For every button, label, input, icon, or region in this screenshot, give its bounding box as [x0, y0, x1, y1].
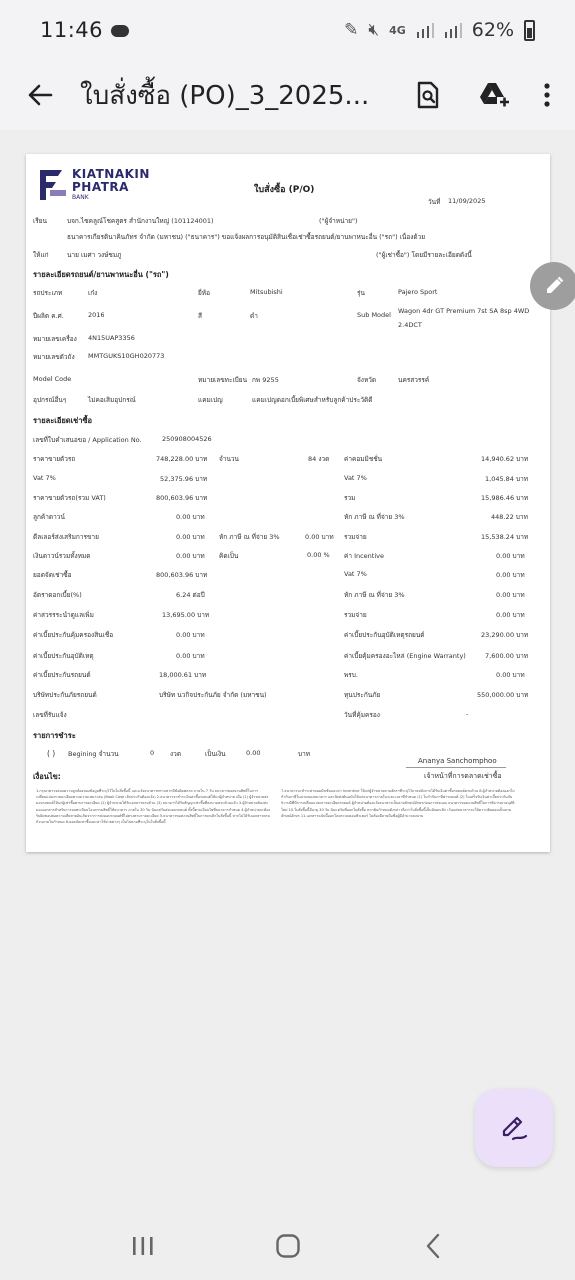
lease-right-label: หัก ภาษี ณ ที่จ่าย 3% — [344, 591, 405, 599]
app-no: 250908004526 — [162, 435, 212, 443]
app-no-label: เลขที่ใบคำเสนอขอ / Application No. — [33, 436, 142, 444]
vehicle-year: 2016 — [88, 311, 105, 319]
lease-left-label: Vat 7% — [33, 474, 56, 482]
status-time: 11:46 — [40, 18, 104, 42]
lease-left-value: 18,000.61 บาท — [159, 671, 207, 679]
lease-mid-label: คิดเป็น — [219, 552, 239, 560]
draw-pen-icon — [499, 1113, 529, 1143]
bank-logo-mark — [38, 168, 68, 202]
lease-right-value: 0.00 บาท — [496, 591, 525, 599]
lease-right-value: 1,045.84 บาท — [485, 475, 529, 483]
recent-apps-button[interactable] — [113, 1216, 173, 1276]
lease-right-value: 23,290.00 บาท — [481, 631, 529, 639]
lease-right-value: 15,538.24 บาท — [481, 533, 529, 541]
back-arrow-icon — [27, 83, 53, 107]
lease-right-value: 448.22 บาท — [491, 513, 528, 521]
lease-right-label: ทุนประกันภัย — [344, 691, 381, 699]
engine-no-label: หมายเลขเครื่อง — [33, 335, 77, 343]
lease-left-value: 800,603.96 บาท — [156, 494, 208, 502]
lease-left-label: ค่าเบี้ยประกันรถยนต์ — [33, 671, 91, 679]
model-code-label: Model Code — [33, 375, 72, 383]
lease-right-label: รวมจ่าย — [344, 611, 367, 619]
more-options-button[interactable] — [527, 60, 567, 130]
search-in-document-button[interactable] — [395, 60, 461, 130]
vehicle-model-label: รุ่น — [357, 289, 365, 297]
lease-right-value: 0.00 บาท — [496, 671, 525, 679]
status-bar — [0, 0, 575, 60]
to-label: เรียน — [33, 217, 47, 225]
to-name: บจก.ไซคลูณ์โชคสูตร สำนักงานใหญ่ (101124001) — [67, 217, 214, 225]
system-nav-bar — [0, 1212, 575, 1280]
buyer-note: ("ผู้เช่าซื้อ") โดยมีรายละเอียดดังนี้ — [376, 251, 472, 259]
campaign: แคมเปญดอกเบี้ยพิเศษสำหรับลูกค้าประวัติดี — [252, 396, 373, 404]
lease-mid-label: หัก ภาษี ณ ที่จ่าย 3% — [219, 533, 280, 541]
status-icons — [344, 19, 535, 41]
lease-left-value: บริษัท นวกิจประกันภัย จำกัด (มหาชน) — [159, 691, 267, 699]
vehicle-type-label: รถประเภท — [33, 289, 63, 297]
home-button[interactable] — [258, 1216, 318, 1276]
province: นครสวรรค์ — [398, 376, 430, 384]
conditions-right: 7.ธนาคารจะชำระค่าคอมมิชชั่นและค่า Incentive ให้แก่ผู้จำหน่ายตามอัตราที่ระบุไว้ภายหลังจากได้รับเงินค่าซื้อรถยนต์ครบถ้วน 8.ผู้จำหน่ายต้องออกใบกำกับภาษีในนามของธนาคาร และจัดส่งต้นฉบับให้แก่ธนาคารภายในระยะเวลาที่กำหนด (1) ใบกำกับภาษีค่ารถยนต์ (2) ใบเสร็จรับเงินค่าเบี้ยประกันภัย 9.กรณีที่มีการเปลี่ยนแปลงรายละเอียดรถยนต์ ผู้จำหน่ายต้องแจ้งธนาคารเป็นลายลักษณ์อักษรก่อนการส่งมอบ ธนาคารขอสงวนสิทธิ์ในการพิจารณาอนุมัติใหม่ 10.ใบสั่งซื้อนี้มีอายุ 30 วัน นับแต่วันที่ออกใบสั่งซื้อ หากพ้นกำหนดดังกล่าวถือว่าใบสั่งซื้อนี้เป็นอันยกเลิก เว้นแต่ธนาคารจะให้ความยินยอมเป็นลายลักษณ์อักษร 11.เอกสารฉบับนี้ออกโดยระบบคอมพิวเตอร์ ไม่ต้องมีลายมือชื่อผู้มีอำนาจลงนาม — [281, 789, 515, 818]
pdf-page — [26, 154, 550, 852]
conditions-left: 1.กรุณาตรวจสอบความถูกต้องของข้อมูลที่ระบุไว้ในใบสั่งซื้อนี้ และแจ้งธนาคารทราบหากมีข้อผิดพลาด ภายใน 7 วัน ธนาคารขอสงวนสิทธิ์ในการเปลี่ยนแปลงรายละเอียดตามความเหมาะสม (Book Case เลิกประกันต้องแจ้ง) 2.ธนาคารจะชำระเงินค่าซื้อรถยนต์ให้แก่ผู้จำหน่าย เมื่อ (1) ผู้จำหน่ายส่งมอบรถยนต์ให้แก่ผู้เช่าซื้อตามรายละเอียด (2) ผู้จำหน่ายได้รับเอกสารครบถ้วน (3) ธนาคารได้รับสัญญาเช่าซื้อที่ลงนามครบถ้วนแล้ว 3.ผู้จำหน่ายต้องส่งมอบเอกสารสำหรับการจดทะเบียนโอนกรรมสิทธิ์ให้ธนาคาร ภายใน 30 วัน นับแต่วันส่งมอบรถยนต์ ทั้งนี้ตามเงื่อนไขที่ธนาคารกำหนด 4.ผู้จำหน่ายจะต้องรับผิดชอบต่อความเสียหายอันเกิดจากการส่งมอบรถยนต์ที่ไม่ตรงตามรายละเอียด 5.ธนาคารขอสงวนสิทธิ์ในการยกเลิกใบสั่งซื้อนี้ หากไม่ได้รับเอกสารครบถ้วนภายในกำหนด 6.ยอดจัดเช่าซื้อและค่าใช้จ่ายต่างๆ เป็นไปตามที่ระบุในใบสั่งซื้อนี้ — [36, 789, 271, 825]
vehicle-type: เก๋ง — [88, 289, 98, 297]
document-title: ใบสั่งซื้อ (PO)_3_2025... — [80, 80, 370, 111]
pencil-icon — [543, 275, 565, 297]
vehicle-color-label: สี — [198, 312, 202, 320]
lease-left-label: ราคาขายตัวรถ — [33, 455, 76, 463]
payment-count: 0 — [150, 749, 155, 757]
vehicle-brand-label: ยี่ห้อ — [198, 289, 210, 297]
lease-right-value: 0.00 บาท — [496, 571, 525, 579]
lease-right-value: 15,986.46 บาท — [481, 494, 529, 502]
lease-left-label: เลขที่รับแจ้ง — [33, 711, 67, 719]
system-back-button[interactable] — [403, 1216, 463, 1276]
lease-right-label: ค่าคอมมิชชั่น — [344, 455, 383, 463]
bank-name-line1: KIATNAKIN — [72, 167, 150, 181]
lease-mid-value: 0.00 บาท — [305, 533, 334, 541]
battery-icon — [524, 20, 535, 41]
bank-name-sub: BANK — [72, 194, 89, 201]
lease-left-value: 13,695.00 บาท — [162, 611, 210, 619]
lease-right-value: 0.00 บาท — [496, 552, 525, 560]
vehicle-submodel-line1: Wagon 4dr GT Premium 7st SA 8sp 4WD — [398, 307, 530, 315]
lease-mid-value: 84 งวด — [308, 455, 330, 463]
signal-icon — [416, 22, 434, 38]
lease-left-value: 800,603.96 บาท — [156, 571, 208, 579]
lease-left-value: 6.24 ต่อปี — [176, 591, 205, 599]
lease-right-value: 7,600.00 บาท — [485, 652, 529, 660]
lease-left-value: 0.00 บาท — [176, 533, 205, 541]
lease-left-value: 0.00 บาท — [176, 652, 205, 660]
payment-label: Begining จำนวน — [68, 750, 119, 758]
buyer-name: นาย เมศา วงษ์ชมภู — [67, 251, 122, 259]
lease-right-label: Vat 7% — [344, 474, 367, 482]
lease-mid-label: จำนวน — [219, 455, 239, 463]
mute-icon: 🔇︎ — [368, 20, 380, 40]
lease-right-label: วันที่คุ้มครอง — [344, 711, 380, 719]
lease-right-label: ค่าเบี้ยประกันอุบัติเหตุรถยนต์ — [344, 631, 425, 639]
signal-icon-2 — [444, 22, 462, 38]
lease-right-value: - — [466, 710, 469, 718]
vehicle-brand: Mitsubishi — [250, 288, 283, 296]
lease-right-label: หัก ภาษี ณ ที่จ่าย 3% — [344, 513, 405, 521]
lease-left-label: ค่าเบี้ยประกันคุ้มครองสินเชื่อ — [33, 631, 114, 639]
lease-left-label: อัตราดอกเบี้ย(%) — [33, 591, 82, 599]
signature-line — [406, 767, 506, 768]
vehicle-color: ดำ — [250, 312, 258, 320]
payment-amount: 0.00 — [246, 749, 261, 757]
signer-title: เจ้าหน้าที่การตลาดเช่าซื้อ — [424, 772, 502, 780]
lease-left-label: ค่าเบี้ยประกันอุบัติเหตุ — [33, 652, 94, 660]
back-button[interactable] — [0, 60, 80, 130]
registration-no: กพ 9255 — [252, 376, 279, 384]
lease-left-value: 748,228.00 บาท — [156, 455, 208, 463]
lease-left-label: บริษัทประกันภัยรถยนต์ — [33, 691, 97, 699]
lease-right-label: Vat 7% — [344, 570, 367, 578]
payment-section-title: รายการชำระ — [33, 731, 76, 740]
app-bar — [0, 60, 575, 130]
vehicle-year-label: ปีผลิต ค.ศ. — [33, 312, 64, 320]
lease-left-value: 0.00 บาท — [176, 631, 205, 639]
seller-note: ("ผู้จำหน่าย") — [319, 217, 358, 225]
lease-left-label: ดีลเลอร์ส่งเสริมการขาย — [33, 533, 99, 541]
lease-left-value: 0.00 บาท — [176, 513, 205, 521]
lease-left-label: ค่าสวรรระนำดูแลเพิ่ม — [33, 611, 94, 619]
bank-name-line2: PHATRA — [72, 180, 129, 194]
chevron-left-icon — [425, 1233, 441, 1259]
lease-right-label: พรบ. — [344, 671, 358, 679]
cloud-icon — [111, 25, 129, 37]
lease-right-label: ค่า Incentive — [344, 552, 384, 560]
lease-right-value: 14,940.62 บาท — [481, 455, 529, 463]
accessories: ไม่คอเสิมอุปกรณ์ — [88, 396, 136, 404]
payment-unit: งวด — [170, 750, 182, 758]
bank-approval-line: ธนาคารเกียรตินาคินภัทร จำกัด (มหาชน) ("ธนาคาร") ขอแจ้งผลการอนุมัติสินเชื่อเช่าซื้อรถยนต์/ยานพาหนะอื่น ("รถ") เนื่องด้วย — [67, 233, 426, 241]
vehicle-section-title: รายละเอียดรถยนต์/ยานพาหนะอื่น ("รถ") — [33, 270, 169, 279]
lease-left-label: ยอดจัดเช่าซื้อ — [33, 571, 72, 579]
conditions-title: เงื่อนไข: — [33, 772, 61, 781]
home-icon — [275, 1233, 301, 1259]
province-label: จังหวัด — [357, 376, 377, 384]
vehicle-submodel-label: Sub Model — [357, 311, 391, 319]
doc-search-icon — [416, 81, 440, 109]
lease-right-value: 0.00 บาท — [496, 611, 525, 619]
recent-apps-icon — [131, 1235, 155, 1257]
vehicle-submodel-line2: 2.4DCT — [398, 321, 422, 329]
pencil-icon: ✎ — [344, 20, 359, 40]
payment-currency: บาท — [298, 750, 311, 758]
lease-right-label: ค่าเบี้ยคุ้มครองอะไหล่ (Engine Warranty) — [344, 652, 466, 660]
document-heading: ใบสั่งซื้อ (P/O) — [254, 185, 315, 195]
vehicle-model: Pajero Sport — [398, 288, 438, 296]
registration-label: หมายเลขทะเบียน — [198, 376, 248, 384]
date-value: 11/09/2025 — [448, 197, 486, 205]
more-vert-icon — [544, 83, 550, 107]
lease-right-value: 550,000.00 บาท — [477, 691, 529, 699]
date-label: วันที่ — [428, 198, 441, 206]
accessories-label: อุปกรณ์อื่นๆ — [33, 396, 67, 404]
battery-percent: 62% — [471, 19, 514, 41]
edit-pdf-button[interactable] — [530, 262, 575, 310]
drive-add-icon — [478, 81, 510, 109]
lease-left-label: ราคาขายตัวรถ(รวม VAT) — [33, 494, 106, 502]
bank-logo — [38, 168, 150, 202]
campaign-label: แคมเปญ — [198, 396, 223, 404]
pdf-viewer[interactable] — [0, 130, 575, 1212]
chassis-no-label: หมายเลขตัวถัง — [33, 353, 75, 361]
lease-left-label: เงินดาวน์รวมทั้งหมด — [33, 552, 91, 560]
lease-left-value: 0.00 บาท — [176, 552, 205, 560]
lease-mid-value: 0.00 % — [307, 551, 330, 559]
lease-right-label: รวมจ่าย — [344, 533, 367, 541]
signer-name: Ananya Sanchomphoo — [418, 757, 497, 765]
payment-amount-label: เป็นเงิน — [205, 750, 226, 758]
network-label: 4G — [389, 23, 406, 37]
add-to-drive-button[interactable] — [461, 60, 527, 130]
lease-right-label: รวม — [344, 494, 356, 502]
lease-section-title: รายละเอียดเช่าซื้อ — [33, 416, 93, 425]
chassis-no: MMTGUKS10GH020773 — [88, 352, 165, 360]
payment-marker: ( ) — [47, 749, 56, 758]
engine-no: 4N15UAP3356 — [88, 334, 135, 342]
lease-left-value: 52,375.96 บาท — [160, 475, 208, 483]
lease-left-label: ลูกค้าดาวน์ — [33, 513, 65, 521]
buyer-label: ให้แก่ — [33, 251, 49, 259]
annotate-fab[interactable] — [475, 1089, 553, 1167]
